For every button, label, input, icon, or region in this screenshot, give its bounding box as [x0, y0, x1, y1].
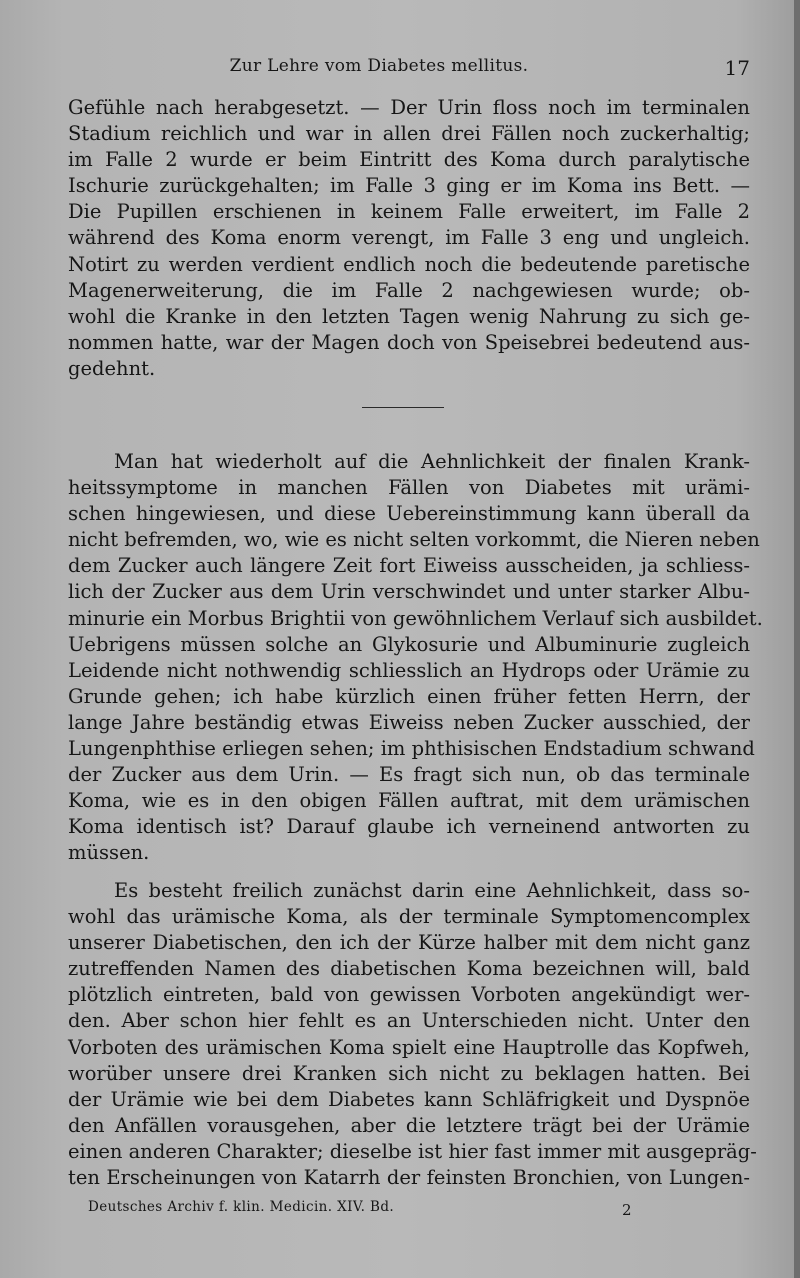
paragraph-1	[68, 95, 750, 382]
text-line: Notirt zu werden verdient endlich noch die bedeutende paretische	[68, 252, 750, 276]
text-line: heitssymptome in manchen Fällen von Diabetes mit urämi-	[68, 476, 750, 500]
text-line: Stadium reichlich und war in allen drei Fällen noch zuckerhaltig;	[68, 122, 750, 146]
text-line: den Anfällen vorausgehen, aber die letztere trägt bei der Urämie	[68, 1113, 750, 1137]
text-line: Grunde gehen; ich habe kürzlich einen früher fetten Herrn, der	[68, 684, 750, 708]
page-number: 17	[724, 56, 750, 80]
text-line: Vorboten des urämischen Koma spielt eine Hauptrolle das Kopfweh,	[68, 1035, 750, 1059]
text-line: Koma identisch ist? Darauf glaube ich verneinend antworten zu	[68, 815, 750, 839]
text-line: den. Aber schon hier fehlt es an Unterschieden nicht. Unter den	[68, 1009, 750, 1033]
text-line: der Zucker aus dem Urin. — Es fragt sich nun, ob das terminale	[68, 763, 750, 787]
text-line: nommen hatte, war der Magen doch von Speisebrei bedeutend aus-	[68, 330, 750, 354]
page-footer	[88, 1199, 740, 1223]
text-line: ten Erscheinungen von Katarrh der feinsten Bronchien, von Lungen-	[68, 1166, 750, 1190]
text-line: lange Jahre beständig etwas Eiweiss neben Zucker ausschied, der	[68, 710, 750, 734]
text-line: Es besteht freilich zunächst darin eine Aehnlichkeit, dass so-	[114, 879, 750, 902]
paragraph-2	[68, 449, 763, 867]
text-line: der Urämie wie bei dem Diabetes kann Schläfrigkeit und Dyspnöe	[68, 1087, 750, 1111]
text-line: unserer Diabetischen, den ich der Kürze halber mit dem nicht ganz	[68, 931, 750, 955]
text-line: müssen.	[68, 841, 150, 865]
signature-mark: 2	[622, 1201, 632, 1219]
page-edge-shadow	[794, 0, 800, 1278]
text-line: Koma, wie es in den obigen Fällen auftrat, mit dem urämischen	[68, 789, 750, 813]
text-line: worüber unsere drei Kranken sich nicht zu beklagen hatten. Bei	[68, 1061, 750, 1085]
text-line: Lungenphthise erliegen sehen; im phthisischen Endstadium schwand	[68, 737, 755, 761]
text-line: wohl das urämische Koma, als der terminale Symptomencomplex	[68, 905, 750, 929]
text-line: Ischurie zurückgehalten; im Falle 3 ging er im Koma ins Bett. —	[68, 174, 750, 198]
text-line: Gefühle nach herabgesetzt. — Der Urin floss noch im terminalen	[68, 96, 750, 119]
text-line: Leidende nicht nothwendig schliesslich an Hydrops oder Urämie zu	[68, 658, 750, 682]
text-line: nicht befremden, wo, wie es nicht selten vorkommt, die Nieren neben	[68, 528, 760, 552]
running-title: Zur Lehre vom Diabetes mellitus.	[229, 56, 529, 76]
text-line: einen anderen Charakter; dieselbe ist hier fast immer mit ausgepräg-	[68, 1139, 757, 1163]
text-line: Die Pupillen erschienen in keinem Falle erweitert, im Falle 2	[68, 200, 750, 224]
paragraph-3	[68, 878, 757, 1191]
text-line: lich der Zucker aus dem Urin verschwindet und unter starker Albu-	[68, 580, 750, 604]
text-line: zutreffenden Namen des diabetischen Koma bezeichnen will, bald	[68, 957, 750, 981]
text-line: Magenerweiterung, die im Falle 2 nachgewiesen wurde; ob-	[68, 278, 750, 302]
text-line: dem Zucker auch längere Zeit fort Eiweiss ausscheiden, ja schliess-	[68, 554, 750, 578]
text-line: wohl die Kranke in den letzten Tagen wenig Nahrung zu sich ge-	[68, 304, 750, 328]
text-line: Man hat wiederholt auf die Aehnlichkeit der finalen Krank-	[114, 450, 750, 473]
text-line: während des Koma enorm verengt, im Falle 3 eng und ungleich.	[68, 226, 750, 250]
text-line: Uebrigens müssen solche an Glykosurie und Albuminurie zugleich	[68, 632, 750, 656]
text-line: gedehnt.	[68, 356, 156, 380]
text-line: im Falle 2 wurde er beim Eintritt des Koma durch paralytische	[68, 148, 750, 172]
text-line: minurie ein Morbus Brightii von gewöhnlichem Verlauf sich ausbildet.	[68, 606, 763, 630]
text-line: schen hingewiesen, und diese Uebereinstimmung kann überall da	[68, 502, 750, 526]
page-header	[68, 56, 750, 86]
section-divider	[362, 407, 444, 408]
text-line: plötzlich eintreten, bald von gewissen Vorboten angekündigt wer-	[68, 983, 750, 1007]
journal-citation: Deutsches Archiv f. klin. Medicin. XIV. Bd.	[88, 1199, 395, 1215]
